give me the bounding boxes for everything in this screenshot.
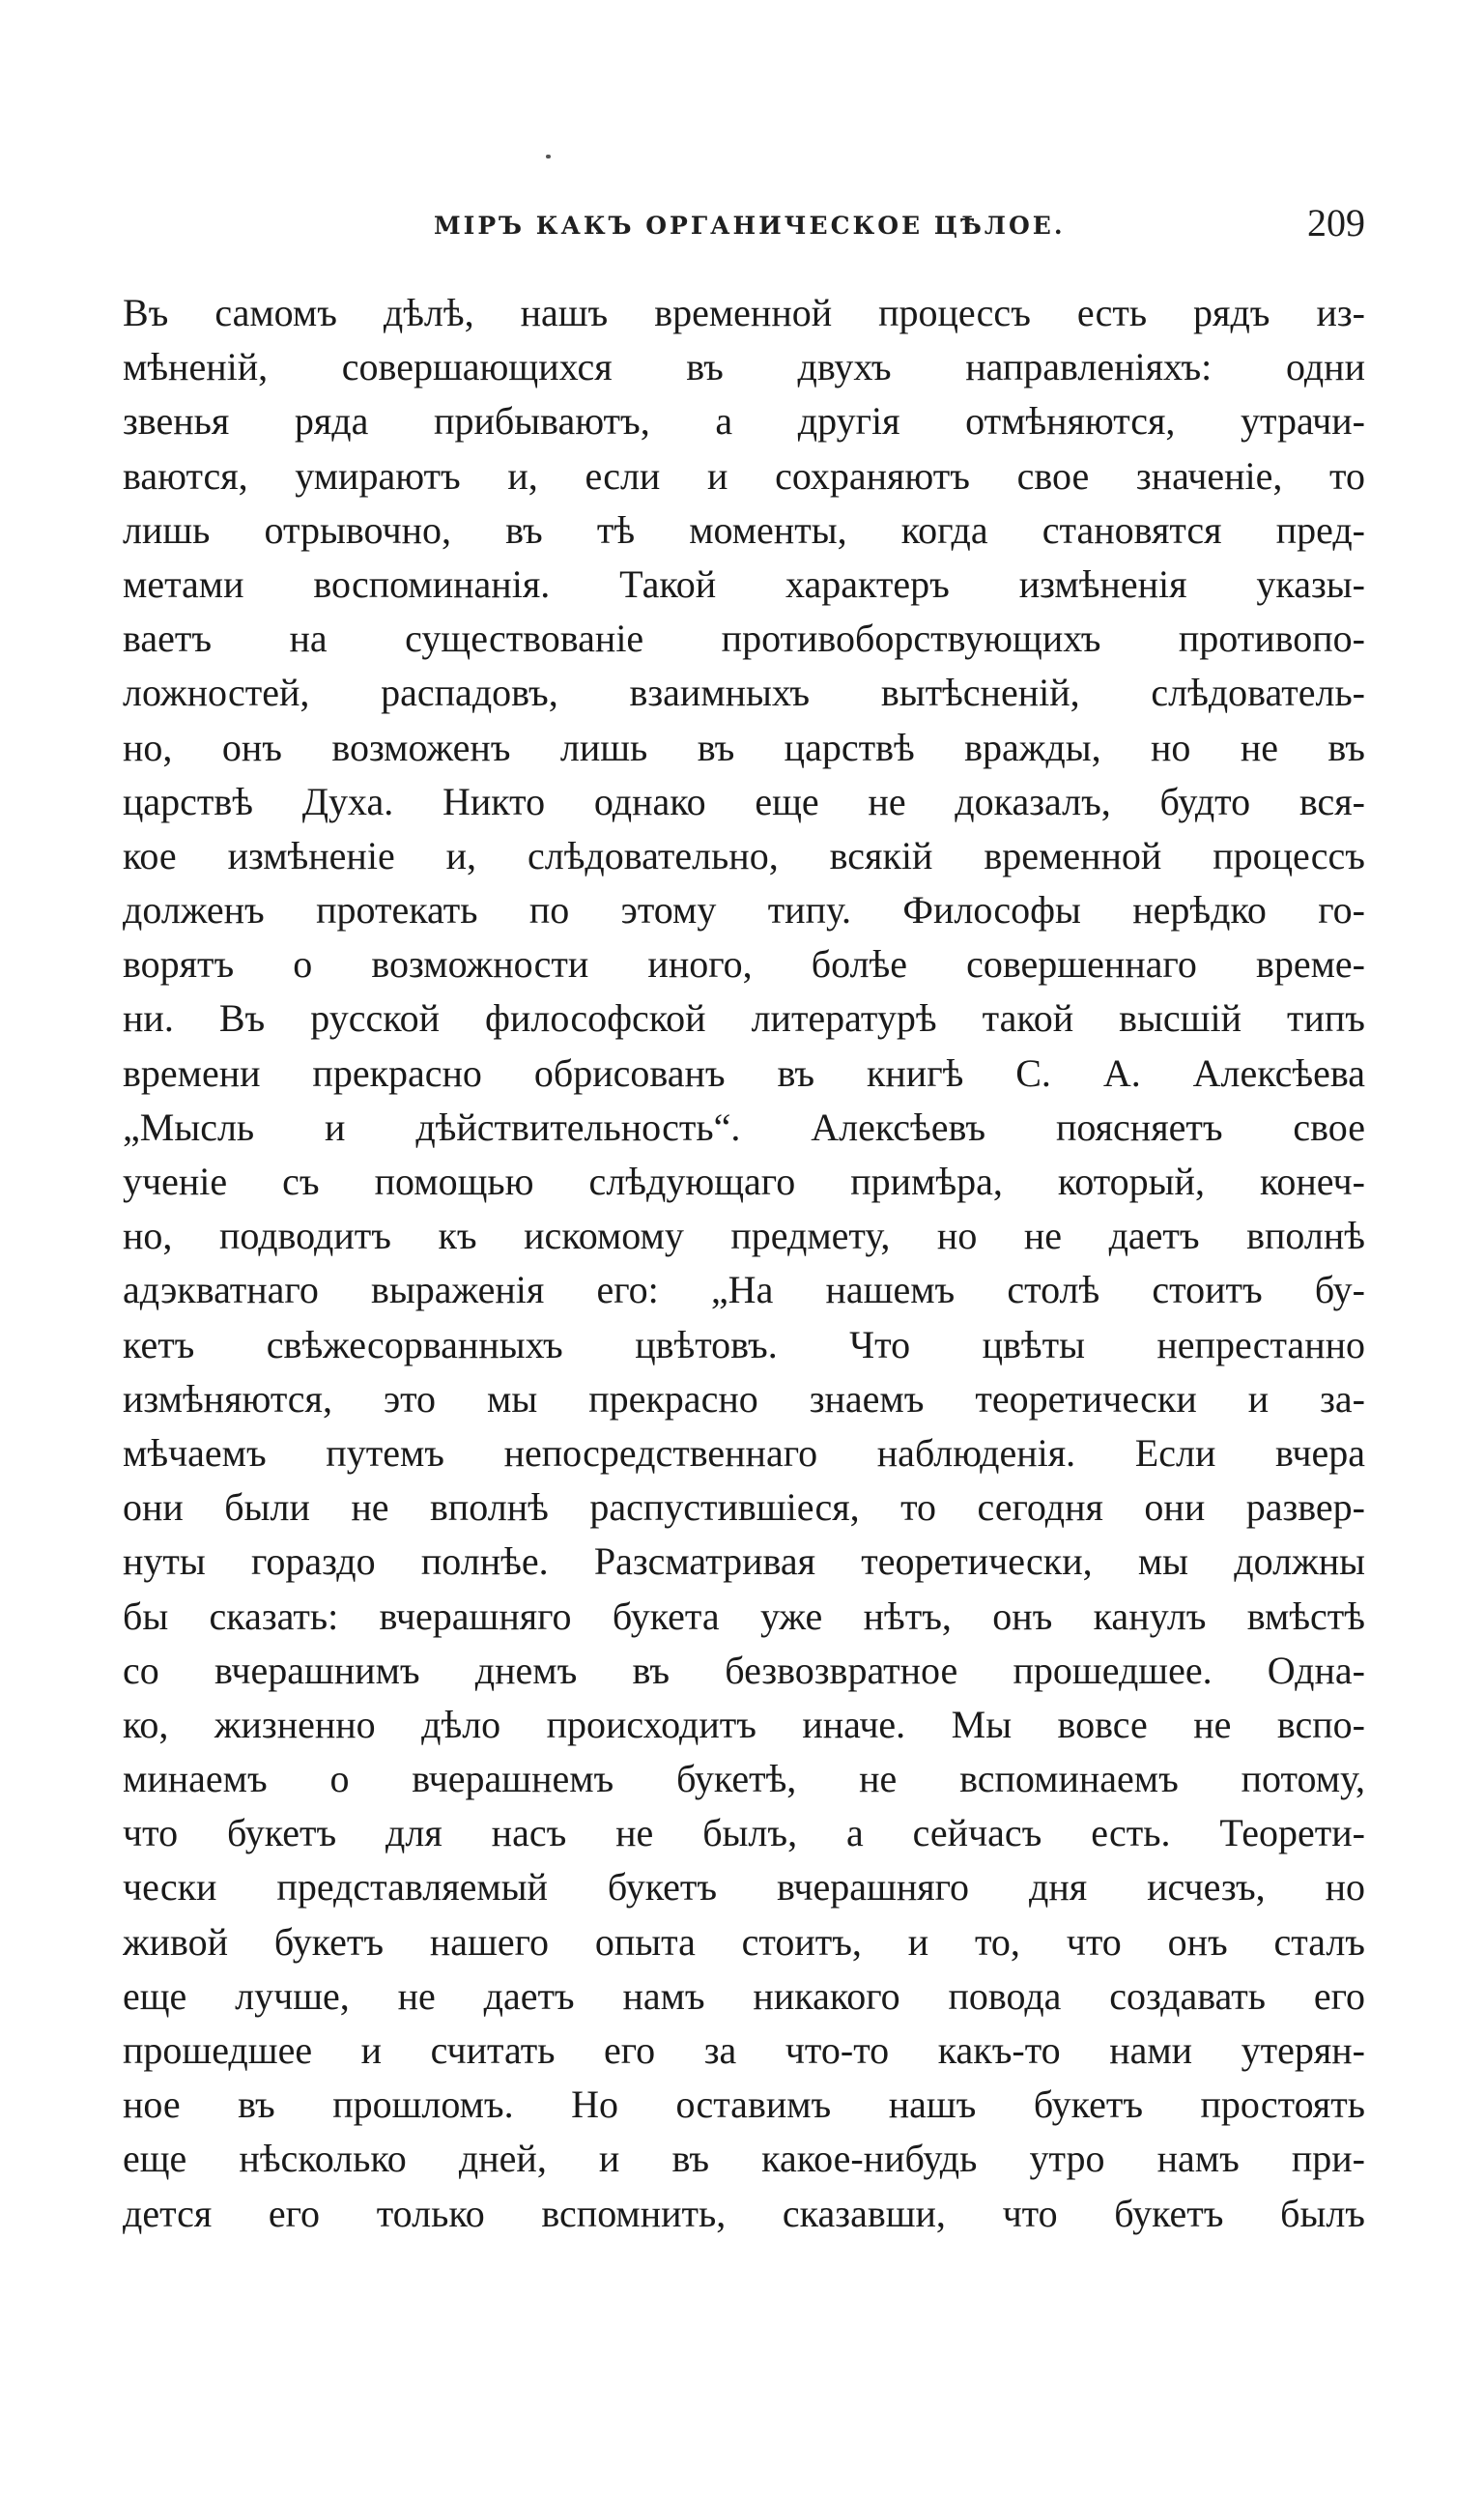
text-line: ко, жизненно дѣло происходитъ иначе. Мы вовсе не вспо- <box>123 1702 1365 1746</box>
page-number: 209 <box>1307 201 1365 244</box>
text-line: ваются, умираютъ и, если и сохраняютъ свое значеніе, то <box>123 453 1365 498</box>
text-line: ни. Въ русской философской литературѣ такой высшій типъ <box>123 996 1365 1041</box>
text-line: мѣчаемъ путемъ непосредственнаго наблюденія. Если вчера <box>123 1430 1365 1475</box>
text-line: ученіе съ помощью слѣдующаго примѣра, который, конеч- <box>123 1160 1365 1203</box>
body-text <box>123 286 1365 2241</box>
text-line: но, онъ возможенъ лишь въ царствѣ вражды, но не въ <box>123 725 1365 769</box>
text-line: живой букетъ нашего опыта стоитъ, и то, что онъ сталъ <box>123 1919 1365 1964</box>
text-line: ное въ прошломъ. Но оставимъ нашъ букетъ простоять <box>123 2082 1365 2127</box>
print-speck <box>546 155 551 158</box>
text-line: Въ самомъ дѣлѣ, нашъ временной процессъ есть рядъ из- <box>123 291 1365 334</box>
text-line: адэкватнаго выраженія его: „На нашемъ столѣ стоитъ бу- <box>123 1268 1365 1312</box>
text-line: времени прекрасно обрисованъ въ книгѣ С. А. Алексѣева <box>123 1050 1365 1095</box>
text-line: царствѣ Духа. Никто однако еще не доказалъ, будто вся- <box>123 779 1365 823</box>
text-line: еще лучше, не даетъ намъ никакого повода создавать его <box>123 1973 1365 2018</box>
text-line: лишь отрывочно, въ тѣ моменты, когда становятся пред- <box>123 507 1365 552</box>
page-header <box>123 201 1365 245</box>
text-line: бы сказать: вчерашняго букета уже нѣтъ, онъ канулъ вмѣстѣ <box>123 1594 1365 1638</box>
text-line: кетъ свѣжесорванныхъ цвѣтовъ. Что цвѣты непрестанно <box>123 1322 1365 1366</box>
text-line: ворятъ о возможности иного, болѣе совершеннаго време- <box>123 942 1365 987</box>
text-line: еще нѣсколько дней, и въ какое-нибудь утро намъ при- <box>123 2137 1365 2181</box>
text-line: метами воспоминанія. Такой характеръ измѣненія указы- <box>123 561 1365 606</box>
text-line: звенья ряда прибываютъ, а другія отмѣняются, утрачи- <box>123 399 1365 444</box>
text-line: долженъ протекать по этому типу. Философы нерѣдко го- <box>123 888 1365 933</box>
text-line: минаемъ о вчерашнемъ букетѣ, не вспоминаемъ потому, <box>123 1757 1365 1801</box>
text-line: дется его только вспомнить, сказавши, что букетъ былъ <box>123 2191 1365 2235</box>
text-line: мѣненій, совершающихся въ двухъ направленіяхъ: одни <box>123 345 1365 389</box>
text-line: „Мысль и дѣйствительность“. Алексѣевъ поясняетъ свое <box>123 1105 1365 1149</box>
text-line: со вчерашнимъ днемъ въ безвозвратное прошедшее. Одна- <box>123 1648 1365 1692</box>
text-line: они были не вполнѣ распустившіеся, то сегодня они развер- <box>123 1485 1365 1530</box>
text-line: кое измѣненіе и, слѣдовательно, всякій временной процессъ <box>123 833 1365 877</box>
text-line: прошедшее и считать его за что-то какъ-то нами утерян- <box>123 2028 1365 2072</box>
text-line: измѣняются, это мы прекрасно знаемъ теоретически и за- <box>123 1376 1365 1421</box>
running-title: МІРЪ КАКЪ ОРГАНИЧЕСКОЕ ЦѢЛОЕ. <box>434 212 1066 240</box>
text-line: чески представляемый букетъ вчерашняго дня исчезъ, но <box>123 1865 1365 1910</box>
text-line: что букетъ для насъ не былъ, а сейчасъ есть. Теорети- <box>123 1811 1365 1855</box>
text-line: но, подводитъ къ искомому предмету, но не даетъ вполнѣ <box>123 1214 1365 1258</box>
text-line: ложностей, распадовъ, взаимныхъ вытѣсненій, слѣдователь- <box>123 671 1365 715</box>
text-line: ваетъ на существованіе противоборствующихъ противопо- <box>123 617 1365 661</box>
text-line: нуты гораздо полнѣе. Разсматривая теоретически, мы должны <box>123 1539 1365 1584</box>
